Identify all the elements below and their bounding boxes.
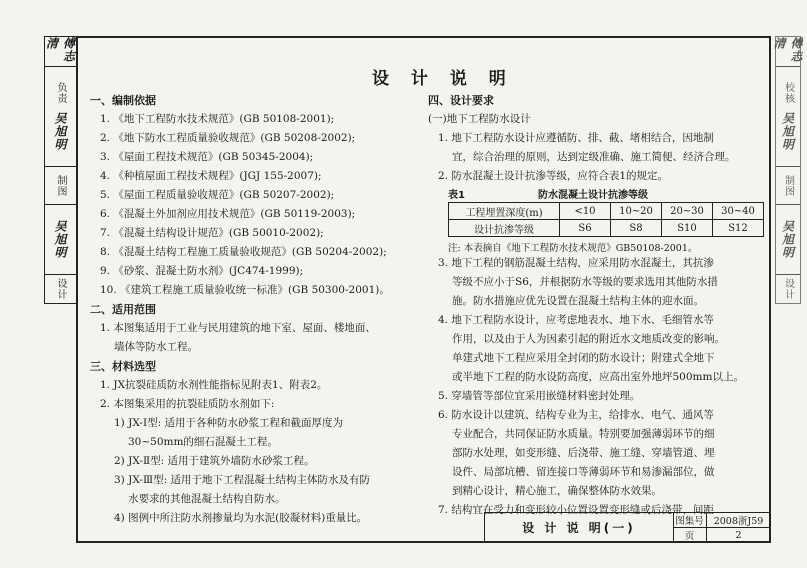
- table-cell: S6: [560, 220, 611, 237]
- signature-cell: [776, 205, 800, 275]
- text-line: 5. 穿墙管等部位宜采用嵌缝材料密封处理。: [438, 390, 641, 402]
- text-line: 6. 防水设计以建筑、结构专业为主，给排水、电气、通风等: [438, 409, 714, 421]
- strip-label: 设计: [782, 278, 794, 300]
- text-line: 宜，综合治理的原则，达到定级准确、施工简便、经济合理。: [452, 151, 736, 163]
- signature: 吴旭明: [780, 112, 795, 151]
- text-line: 单建式地下工程应采用全封闭的防水设计；附建式全地下: [452, 352, 715, 364]
- table-cell: S10: [662, 220, 713, 237]
- section-heading: 四、设计要求: [428, 94, 494, 107]
- strip-cell: [45, 167, 76, 205]
- text-line: 1. 本图集适用于工业与民用建筑的地下室、屋面、楼地面、: [100, 322, 376, 334]
- signature: 吴旭明: [780, 220, 795, 259]
- table-note: 注: 本表摘自《地下工程防水技术规范》GB50108-2001。: [448, 243, 698, 254]
- signature: 傅志清: [44, 37, 76, 63]
- table-caption: [448, 186, 764, 202]
- signature: 吴旭明: [53, 112, 67, 151]
- text-line: 1. 地下工程防水设计应遵循防、排、截、堵相结合，因地制: [438, 132, 714, 144]
- text-line: 施。防水措施应优先设置在混凝土结构主体的迎水面。: [452, 295, 704, 307]
- table-row: [449, 203, 764, 220]
- table-cell: S12: [713, 220, 764, 237]
- text-line: 1) JX-Ⅰ型: 适用于各种防水砂浆工程和截面厚度为: [114, 417, 343, 429]
- section-heading: 一、编制依据: [90, 94, 156, 107]
- drawing-name: 设 计 说 明(一): [485, 513, 674, 542]
- text-line: 3. 《屋面工程技术规范》(GB 50345-2004);: [100, 151, 314, 163]
- section-heading: 二、适用范围: [90, 303, 156, 316]
- strip-label: 制图: [55, 174, 66, 197]
- strip-label: 校核: [782, 82, 794, 104]
- table-row: [449, 220, 764, 237]
- impermeability-table: [448, 186, 764, 254]
- text-line: 部防水处理，如变形缝、后浇带、施工缝、穿墙管道、埋: [452, 447, 715, 459]
- text-line: 1. 《地下工程防水技术规范》(GB 50108-2001);: [100, 113, 335, 125]
- table-cell: 30~40: [713, 203, 764, 220]
- text-line: 30~50mm的细石混凝土工程。: [128, 436, 278, 448]
- atlas-number: 2008浙J59: [707, 513, 770, 528]
- strip-cell: [45, 275, 76, 303]
- table-cell: 设计抗渗等级: [449, 220, 560, 237]
- text-line: 2. 《地下防水工程质量验收规范》(GB 50208-2002);: [100, 132, 356, 144]
- table-cell: 10~20: [611, 203, 662, 220]
- text-line: 2. 防水混凝土设计抗渗等级，应符合表1的规定。: [438, 170, 669, 182]
- page-label: 页: [673, 528, 707, 542]
- table-number: 表1: [448, 190, 465, 201]
- text-line: 1. JX抗裂硅质防水剂性能指标见附表1、附表2。: [100, 379, 328, 391]
- strip-cell: [45, 67, 76, 167]
- signature-cell: [772, 37, 803, 67]
- signature: 吴旭明: [53, 220, 67, 259]
- text-line: 设件、局部坑槽、留连接口等薄弱环节和易渗漏部位，做: [452, 466, 715, 478]
- text-line: 3) JX-Ⅲ型: 适用于地下工程混凝土结构主体防水及有防: [114, 474, 370, 486]
- right-column-top: [428, 91, 763, 186]
- text-line: 墙体等防水工程。: [114, 341, 198, 353]
- page-title: 设 计 说 明: [372, 69, 514, 89]
- text-line: 等级不应小于S6，并根据防水等级的要求选用其他防水措: [452, 276, 718, 288]
- atlas-number-label: 图集号: [673, 513, 707, 528]
- strip-cell: [776, 275, 800, 303]
- strip-label: 制图: [782, 174, 794, 197]
- text-line: 2. 本图集采用的抗裂硅质防水剂如下:: [100, 398, 275, 410]
- text-line: 4. 《种植屋面工程技术规程》(JGJ 155-2007);: [100, 170, 322, 182]
- table-title: 防水混凝土设计抗渗等级: [538, 190, 648, 201]
- title-block: [484, 512, 771, 543]
- right-column-bottom: [428, 254, 763, 520]
- signature: 傅志清: [772, 37, 803, 63]
- strip-cell: [776, 167, 800, 205]
- text-line: 6. 《混凝土外加剂应用技术规范》(GB 50119-2003);: [100, 208, 356, 220]
- text-line: 8. 《混凝土结构工程施工质量验收规范》(GB 50204-2002);: [100, 246, 387, 258]
- signature-cell: [45, 37, 76, 67]
- strip-cell: [776, 67, 800, 167]
- strip-label: 设计: [55, 278, 66, 300]
- left-signature-strip: [44, 36, 76, 304]
- signature-cell: [45, 205, 76, 275]
- page-number: 2: [735, 529, 742, 541]
- text-line: 5. 《屋面工程质量验收规范》(GB 50207-2002);: [100, 189, 335, 201]
- table-cell: <10: [560, 203, 611, 220]
- left-column: [90, 91, 410, 528]
- table-cell: S8: [611, 220, 662, 237]
- right-signature-strip: [772, 36, 803, 304]
- data-table: [448, 202, 764, 237]
- text-line: 2) JX-Ⅱ型: 适用于建筑外墙防水砂浆工程。: [114, 455, 315, 467]
- text-line: 专业配合，共同保证防水质量。特别要加强薄弱环节的细: [452, 428, 715, 440]
- text-line: (一)地下工程防水设计: [428, 113, 531, 125]
- text-line: 水要求的其他混凝土结构自防水。: [128, 493, 286, 505]
- text-line: 10. 《建筑工程施工质量验收统一标准》(GB 50300-2001)。: [100, 284, 390, 296]
- text-line: 7. 《混凝土结构设计规范》(GB 50010-2002);: [100, 227, 324, 239]
- text-line: 9. 《砂浆、混凝土防水剂》(JC474-1999);: [100, 265, 304, 277]
- text-line: 4) 图例中所注防水剂掺量均为水泥(胶凝材料)重量比。: [114, 512, 368, 524]
- strip-label: 负责: [55, 82, 66, 104]
- text-line: 作用，以及由于人为因素引起的附近水文地质改变的影响。: [452, 333, 725, 345]
- table-cell: 20~30: [662, 203, 713, 220]
- text-line: 或半地下工程的防水设防高度，应高出室外地坪500mm以上。: [452, 371, 744, 383]
- text-line: 4. 地下工程防水设计，应考虑地表水、地下水、毛细管水等: [438, 314, 714, 326]
- table-cell: 工程埋置深度(m): [449, 203, 560, 220]
- text-line: 7. 结构宜在受力和变形较小位置设置变形缝或后浇带，间距: [438, 504, 714, 516]
- text-line: 到精心设计，精心施工，确保整体防水效果。: [452, 485, 662, 497]
- section-heading: 三、材料选型: [90, 360, 156, 373]
- text-line: 3. 地下工程的钢筋混凝土结构，应采用防水混凝土，其抗渗: [438, 257, 714, 269]
